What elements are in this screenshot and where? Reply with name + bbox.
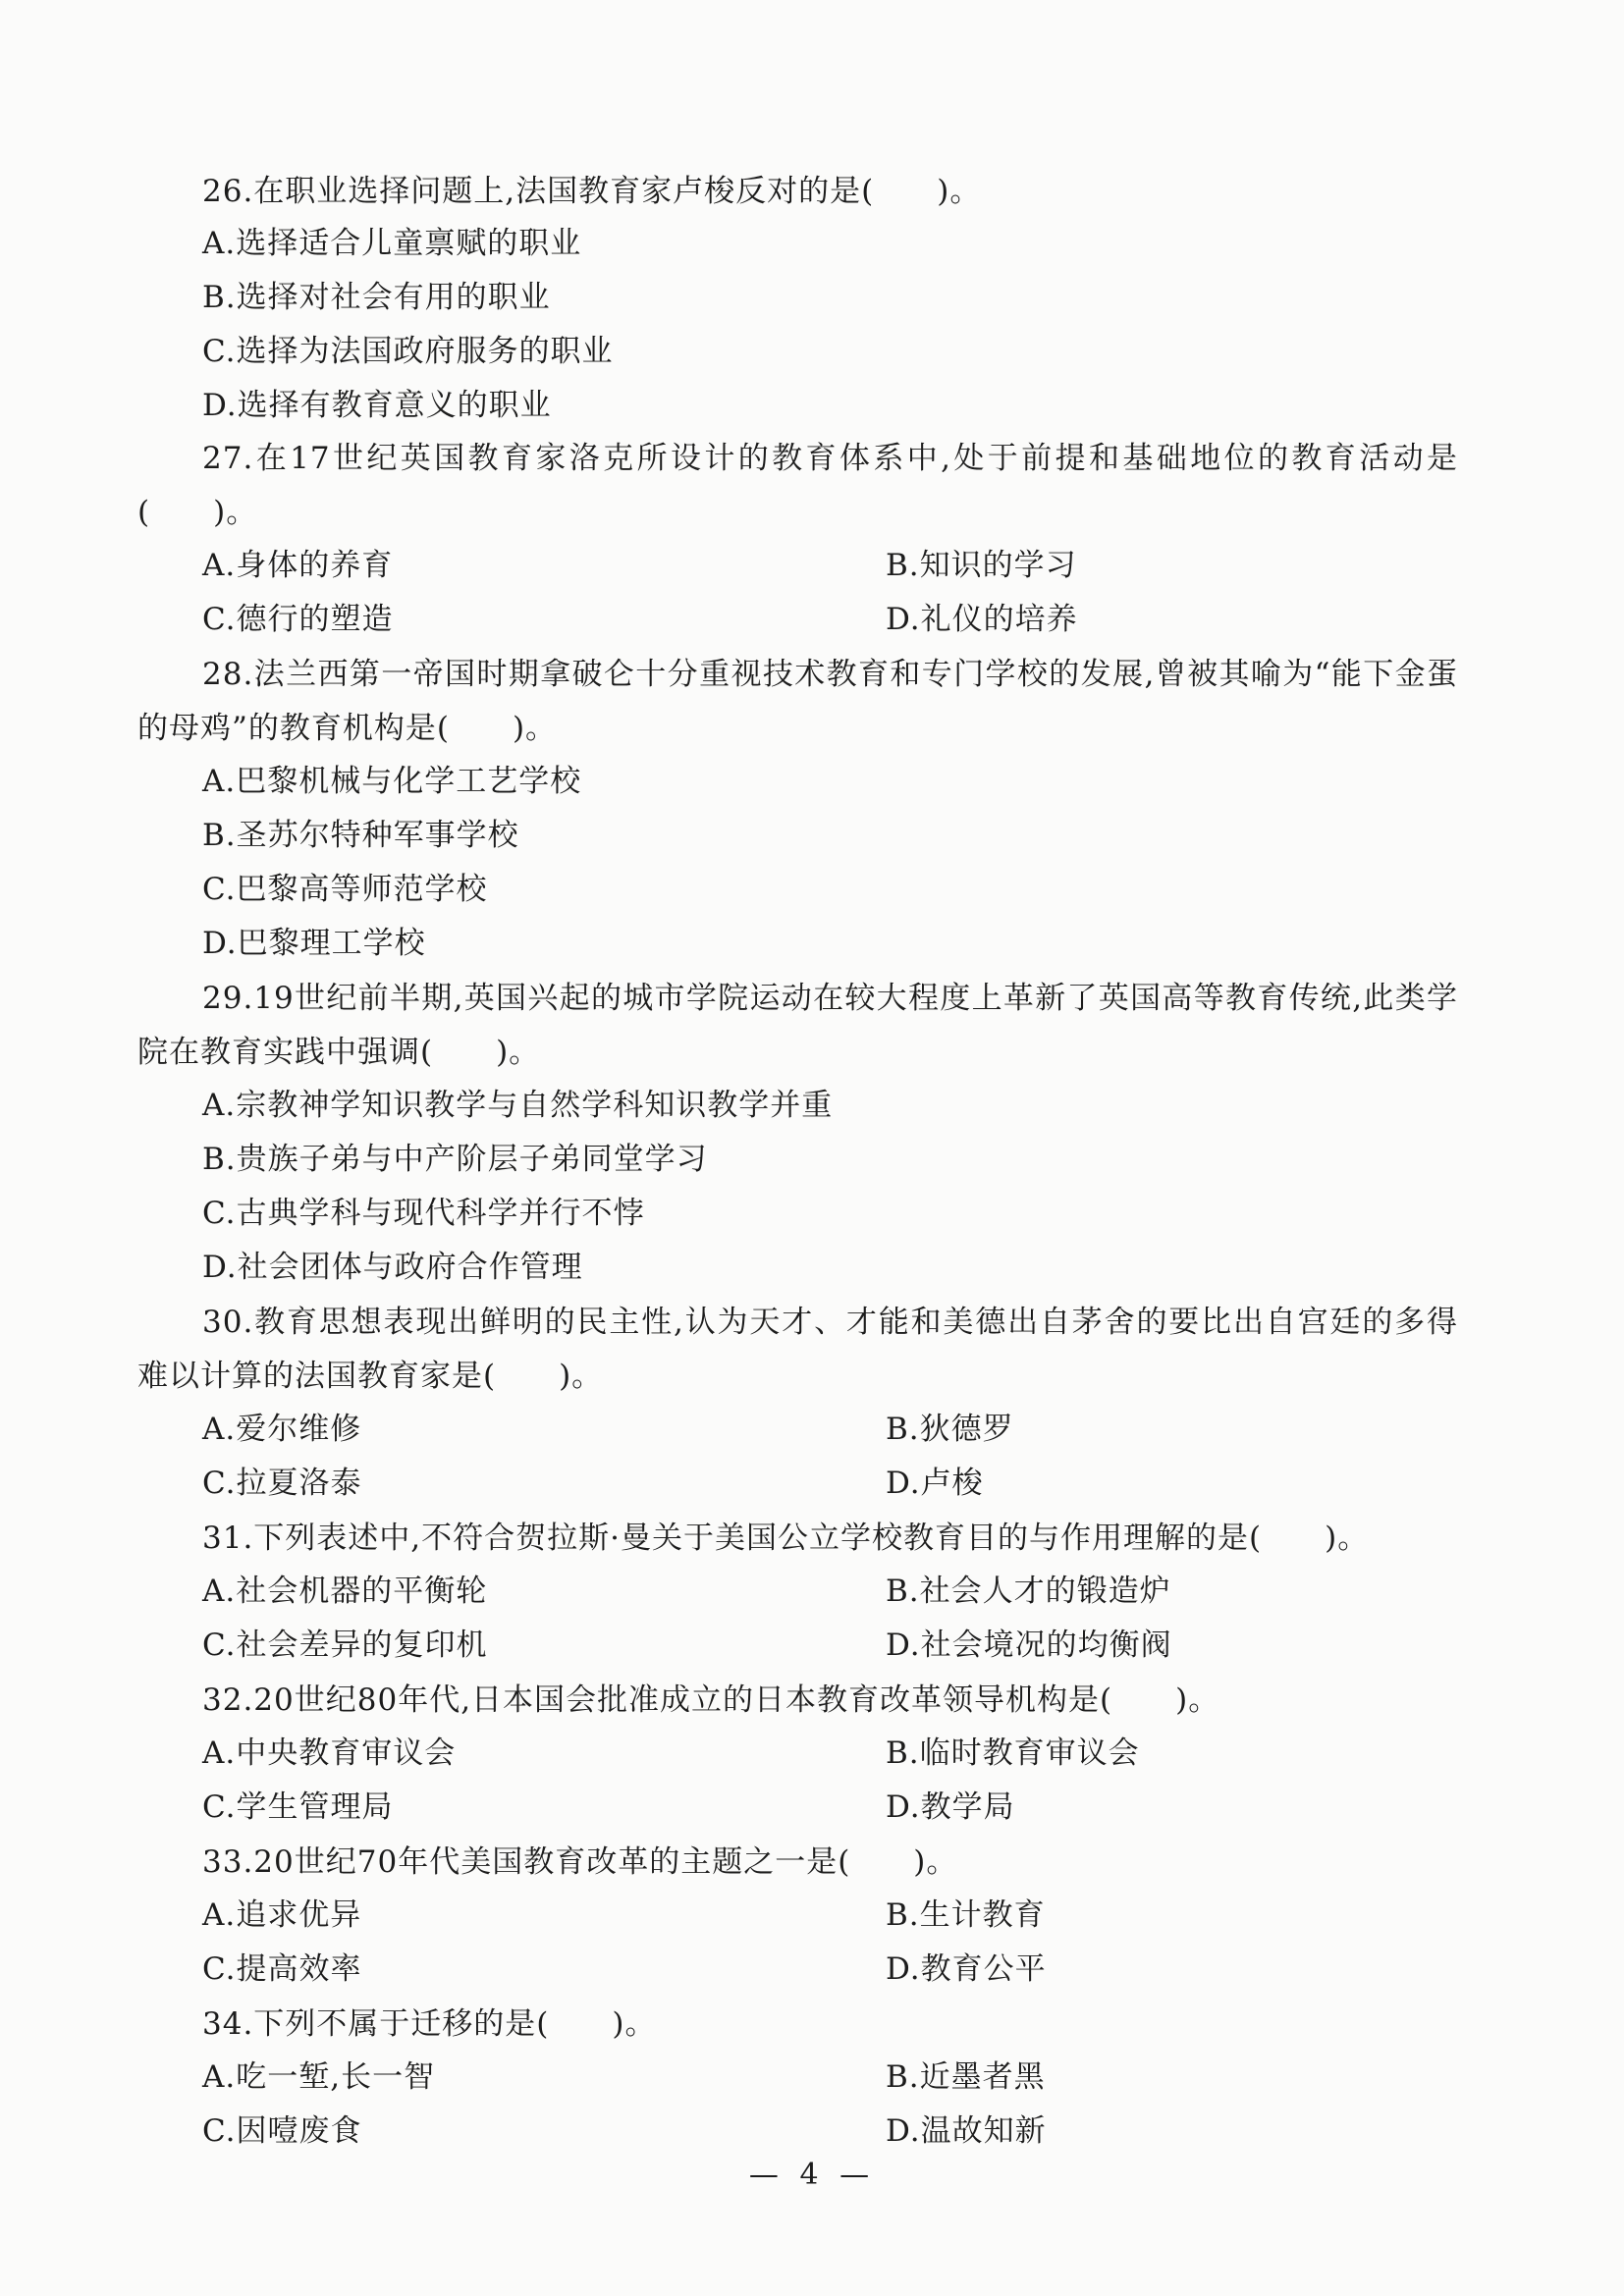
question-29-option-a: A.宗教神学知识教学与自然学科知识教学并重 <box>202 1088 834 1123</box>
question-27-option-a: A.身体的养育 <box>202 548 394 583</box>
question-34-option-c: C.因噎废食 <box>202 2113 362 2149</box>
question-31-option-c: C.社会差异的复印机 <box>202 1628 488 1663</box>
question-30-stem: 30.教育思想表现出鲜明的民主性,认为天才、才能和美德出自茅舍的要比出自宫廷的多得难以计算的法国教育家是( )。 <box>137 1305 1458 1394</box>
question-33-option-c: C.提高效率 <box>202 1951 362 1987</box>
question-26-stem: 26.在职业选择问题上,法国教育家卢梭反对的是( )。 <box>202 174 982 209</box>
question-29-option-b: B.贵族子弟与中产阶层子弟同堂学习 <box>202 1142 708 1177</box>
question-30-option-a: A.爱尔维修 <box>202 1412 362 1447</box>
question-32-option-b: B.临时教育审议会 <box>886 1735 1140 1771</box>
question-29-stem: 29.19世纪前半期,英国兴起的城市学院运动在较大程度上革新了英国高等教育传统,此类学院在教育实践中强调( )。 <box>137 981 1458 1070</box>
question-33-option-b: B.生计教育 <box>886 1897 1046 1933</box>
question-27-option-b: B.知识的学习 <box>886 548 1077 583</box>
question-33-stem: 33.20世纪70年代美国教育改革的主题之一是( )。 <box>202 1844 958 1880</box>
question-31-option-d: D.社会境况的均衡阀 <box>886 1628 1172 1663</box>
question-26-option-d: D.选择有教育意义的职业 <box>202 388 552 423</box>
question-30-option-b: B.狄德罗 <box>886 1412 1014 1447</box>
question-28-stem: 28.法兰西第一帝国时期拿破仑十分重视技术教育和专门学校的发展,曾被其喻为“能下金蛋的母鸡”的教育机构是( )。 <box>137 657 1458 746</box>
question-34-option-a: A.吃一堑,长一智 <box>202 2059 436 2095</box>
question-28-option-c: C.巴黎高等师范学校 <box>202 872 488 907</box>
question-28-option-d: D.巴黎理工学校 <box>202 926 426 961</box>
question-32-option-a: A.中央教育审议会 <box>202 1735 457 1771</box>
question-34-option-d: D.温故知新 <box>886 2113 1047 2149</box>
question-33-option-d: D.教育公平 <box>886 1951 1047 1987</box>
question-26-option-a: A.选择适合儿童禀赋的职业 <box>202 226 582 261</box>
question-30-option-d: D.卢梭 <box>886 1466 984 1501</box>
question-28-option-b: B.圣苏尔特种军事学校 <box>202 818 519 853</box>
question-34-stem: 34.下列不属于迁移的是( )。 <box>202 2006 657 2042</box>
question-26-option-b: B.选择对社会有用的职业 <box>202 280 551 315</box>
question-27-option-c: C.德行的塑造 <box>202 602 394 637</box>
question-26-option-c: C.选择为法国政府服务的职业 <box>202 334 614 369</box>
question-29-option-c: C.古典学科与现代科学并行不悖 <box>202 1196 645 1231</box>
question-28-option-a: A.巴黎机械与化学工艺学校 <box>202 764 582 799</box>
question-31-option-b: B.社会人才的锻造炉 <box>886 1574 1171 1609</box>
question-34-option-b: B.近墨者黑 <box>886 2059 1046 2095</box>
question-30-option-c: C.拉夏洛泰 <box>202 1466 362 1501</box>
page-number: — 4 — <box>748 2158 876 2192</box>
question-31-stem: 31.下列表述中,不符合贺拉斯·曼关于美国公立学校教育目的与作用理解的是( )。 <box>202 1521 1370 1556</box>
question-29-option-d: D.社会团体与政府合作管理 <box>202 1250 583 1285</box>
question-31-option-a: A.社会机器的平衡轮 <box>202 1574 488 1609</box>
question-32-option-c: C.学生管理局 <box>202 1789 394 1825</box>
question-33-option-a: A.追求优异 <box>202 1897 362 1933</box>
question-32-stem: 32.20世纪80年代,日本国会批准成立的日本教育改革领导机构是( )。 <box>202 1682 1220 1718</box>
question-27-stem: 27.在17世纪英国教育家洛克所设计的教育体系中,处于前提和基础地位的教育活动是( )。 <box>137 441 1458 530</box>
question-32-option-d: D.教学局 <box>886 1789 1015 1825</box>
question-27-option-d: D.礼仪的培养 <box>886 602 1078 637</box>
